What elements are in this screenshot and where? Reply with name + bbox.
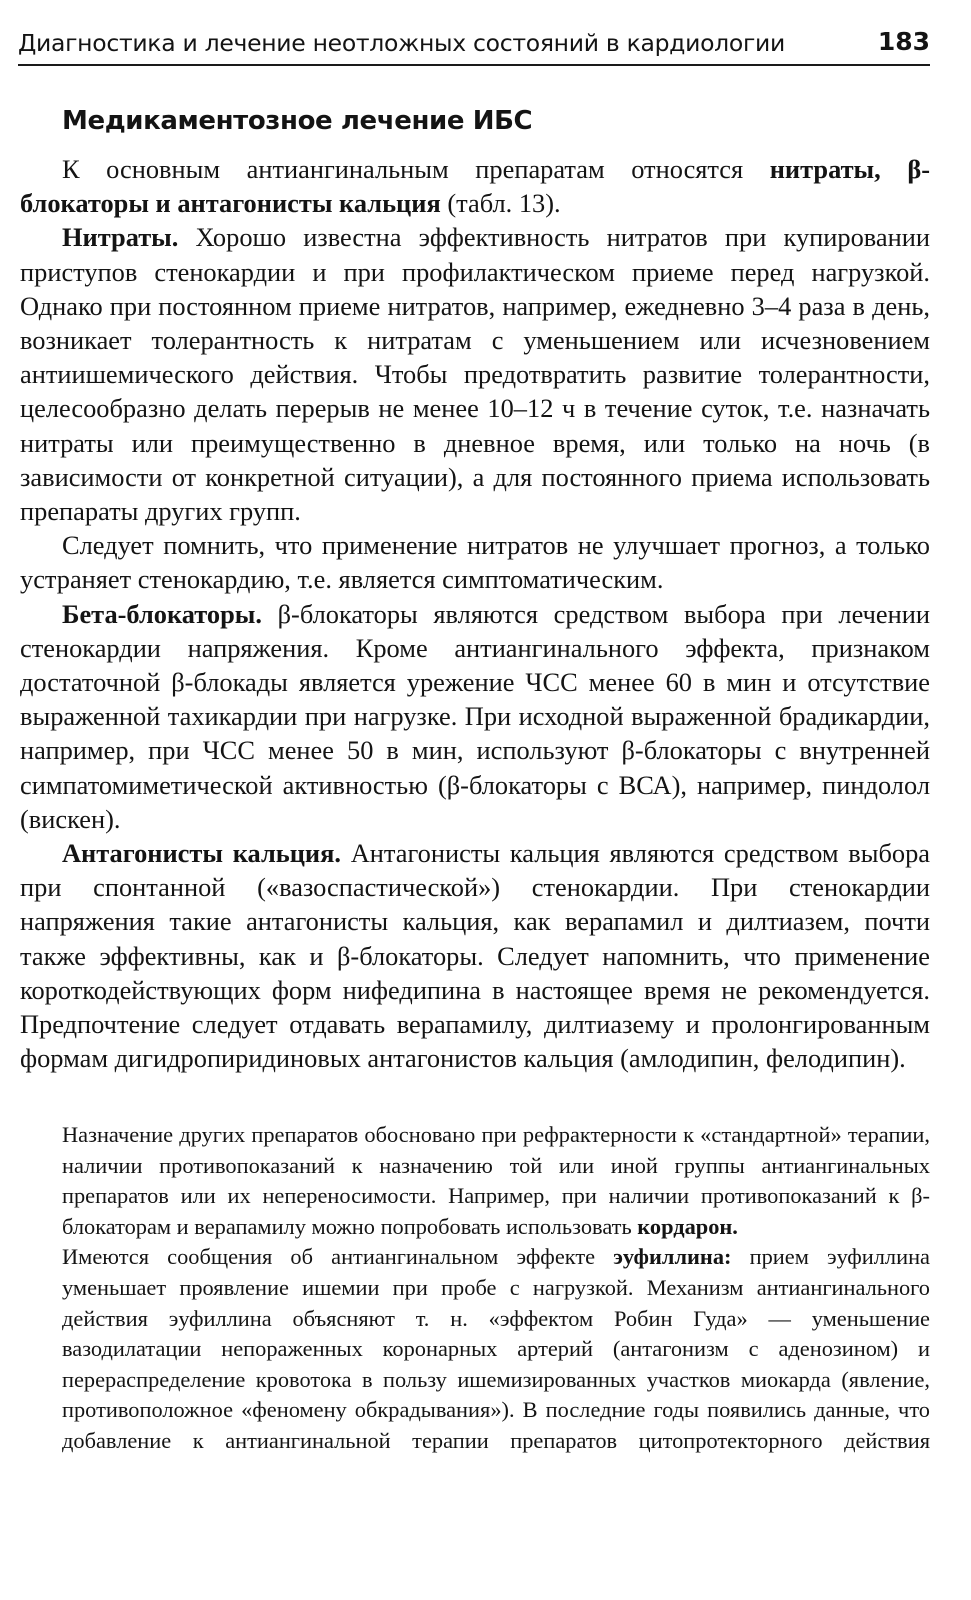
small-print-text-1: Назначение других препаратов обосновано при рефрактерности к «стандартной» терапии, наличии противопоказаний к назначению той или иной группы антиангинальных препаратов или их непереносимости. Например, при наличии противопоказаний к β-блокаторам и верапамилу можно попробовать использовать (62, 1122, 930, 1239)
calcium-antagonists-lead: Антагонисты кальция. (62, 838, 341, 869)
remember-text: Следует помнить, что применение нитратов не улучшает прогноз, а только устраняет стенокардию, т.е. является симптоматическим. (20, 530, 930, 595)
page-number: 183 (877, 27, 930, 56)
small-print-block (62, 1120, 930, 1457)
calcium-antagonists-paragraph (20, 836, 930, 1075)
running-header-title: Диагностика и лечение неотложных состояний в кардиологии (18, 29, 785, 57)
beta-blockers-paragraph (20, 597, 930, 836)
nitrates-lead: Нитраты. (62, 222, 179, 253)
small-print-paragraph-2 (62, 1242, 930, 1456)
small-print-text-2a: Имеются сообщения об антиангинальном эффекте (62, 1244, 614, 1270)
beta-blockers-text: β-блокаторы являются средством выбора при лечении стенокардии напряжения. Кроме антиангинального эффекта, признаком достаточной β-блокады является урежение ЧСС менее 60 в мин и отсутствие выраженной тахикардии при нагрузке. При исходной выраженной брадикардии, например, при ЧСС менее 50 в мин, используют β-блокаторы с внутренней симпатомиметической активностью (β-блокаторы с ВСА), например, пиндолол (вискен). (20, 598, 930, 834)
small-print-paragraph-1 (62, 1120, 930, 1242)
intro-bold-drugs: нитраты, β-блокаторы и антагонисты кальция (20, 154, 931, 219)
running-header (18, 24, 930, 66)
intro-text-2: (табл. 13). (440, 188, 561, 219)
nitrates-text: Хорошо известна эффективность нитратов при купировании приступов стенокардии и при профилактическом приеме перед нагрузкой. Однако при постоянном приеме нитратов, например, ежедневно 3–4 раза в день, возникает толерантность к нитратам с уменьшением или исчезновением антиишемического действия. Чтобы предотвратить развитие толерантности, целесообразно делать перерыв не менее 10–12 ч в течение суток, т.е. назначать нитраты или преимущественно в дневное время, или только на ночь (в зависимости от конкретной ситуации), а для постоянного приема использовать препараты других групп. (20, 222, 930, 527)
section-heading: Медикаментозное лечение ИБС (62, 106, 533, 136)
euphylline-bold: эуфиллина: (613, 1244, 732, 1270)
beta-blockers-lead: Бета-блокаторы. (62, 598, 262, 629)
remember-paragraph (20, 528, 930, 596)
main-text (20, 152, 930, 1075)
calcium-antagonists-text: Антагонисты кальция являются средством выбора при спонтанной («вазоспастической») стенокардии. При стенокардии напряжения такие антагонисты кальция, как верапамил и дилтиазем, почти также эффективны, как и β-блокаторы. Следует напомнить, что применение короткодействующих форм нифедипина в настоящее время не рекомендуется. Предпочтение следует отдавать верапамилу, дилтиазему и пролонгированным формам дигидропиридиновых антагонистов кальция (амлодипин, фелодипин). (20, 838, 931, 1074)
intro-paragraph (20, 152, 930, 220)
intro-text-1: К основным антиангинальным препаратам относятся (62, 154, 770, 184)
cordarone-bold: кордарон. (637, 1213, 738, 1239)
small-print-text-2b: прием эуфиллина уменьшает проявление ишемии при пробе с нагрузкой. Механизм антиангинального действия эуфиллина объясняют т. н. «эффектом Робин Гуда» — уменьшение вазодилатации непораженных коронарных артерий (антагонизм с аденозином) и перераспределение кровотока в пользу ишемизированных участков миокарда (явление, противоположное «феномену обкрадывания»). В последние годы появились данные, что добавление к антиангинальной терапии препаратов цитопротекторного действия (62, 1244, 930, 1453)
nitrates-paragraph (20, 220, 930, 528)
